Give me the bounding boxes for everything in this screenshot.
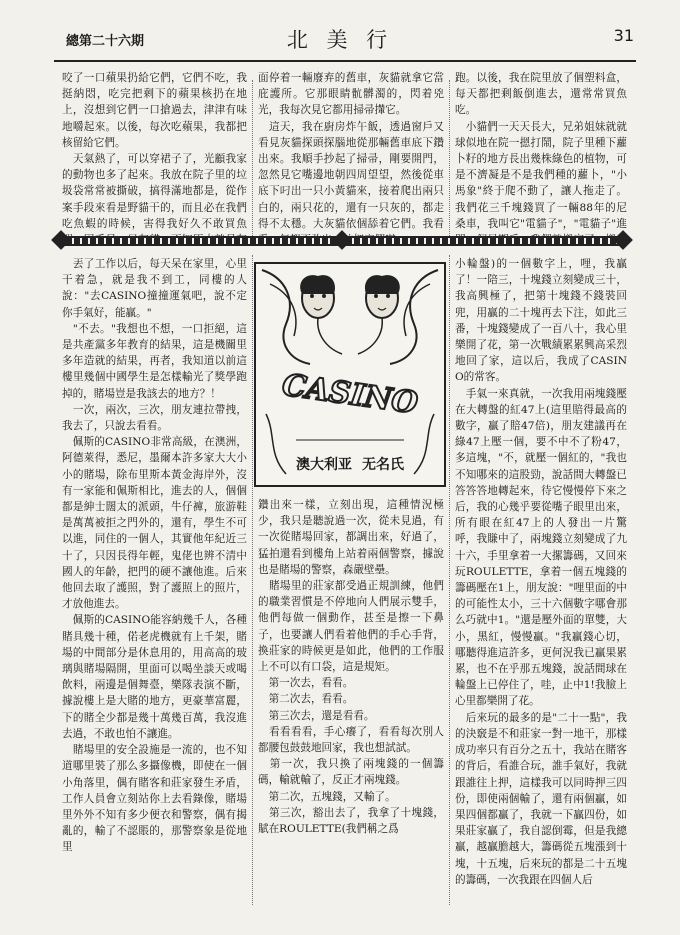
author-region: 澳大利亚 <box>296 457 352 473</box>
top-column-2: 面停着一輛廢弃的舊車，灰貓就拿它當庇護所。它那眼睛骯髒濁的，閃着兇光，我每次見它都用掃帚攆它。 這天，我在廚房炸午飯，透過窗戶又看見灰貓探頭探腦地從那輛舊車底下鑽出來。我順手抄起了掃帚，剛要開門，忽然見它嘴邊地朝四周望望，然後從車底下叼出一只小黃貓來，接着爬出兩只白的，兩只花的，還有一只灰的，都走得不太穩。大灰貓依個舔着它們。我看 <box>258 72 444 230</box>
magazine-title: 北 美 行 <box>286 28 394 52</box>
header-rule <box>54 60 636 62</box>
column-rule <box>449 80 450 236</box>
page-header <box>40 22 640 54</box>
bottom-column-1: 丟了工作以后，每天呆在家里，心里干着急，就是我不到工，同樓的人說："去CASINO撞撞運氣吧，說不定你手氣好，能贏。" "不去。"我想也不想，一口拒絕，這是共產黨多年教育的結果，這是機關里多年造就的結果，再者，我知道以前這樓里幾個中國學生是怎樣輸光了獎學跑掉的，賭場豈是我該去的地方？！ 一次，兩次，三次，朋友連拉帶拽，我去了，只說去看看。 佩斯的CASINO非常高級，在澳洲，阿德萊得，悉尼，墨爾本許多家大大小小的賭場，除布里斯本黃金海岸外，沒有一家能和佩斯相比，進去的人，個個都是紳士闊太的派頭，牛仔褲，旅游鞋是萬萬被拒之門外的，還有，學生不可以進，同住的一個人，其實他年紀近三十了，只因長得年輕，鬼佬也辨不清中國人的年齡，把門的硬不讓他進。后來他回去取了護照，對了護照上的照片，才放他進去。 佩斯的CASINO能容納幾千人，各種賭具幾十種，偌老虎機就有上千架，賭場的中間部分是休息用的，用高高的玻璃與賭場隔開，里面可以喝坐談天或喝飲料，兩邊是個舞臺，樂隊表演不斷，據說樓上是大賭的地方，更豪華富麗，下的賭全少都是幾十萬幾百萬，我沒進去過，不敢也怕不讓進。 賭場里的安全設施是一流的，也不知道哪里裝了那么多攝像機，即使在一個小角落里，偶有賭客和莊家發生矛盾，工作人員會立刻站你上去看錄像，賭場里外外不知有多少便衣和警察，偶有揭亂的，輸了不認賬的，那警察象是從地里 <box>62 258 247 854</box>
page-number: 31 <box>613 26 634 45</box>
author-name: 无名氏 <box>362 457 404 473</box>
column-rule <box>449 255 450 905</box>
casino-title-illustration <box>254 262 446 487</box>
issue-label: 總第二十六期 <box>66 34 145 49</box>
column-rule <box>252 255 253 905</box>
casino-title-text: CASINO <box>279 367 420 422</box>
ornamental-divider <box>58 236 626 246</box>
ornament-masks-icon <box>256 264 444 485</box>
top-column-1: 咬了一口蘋果扔給它們，它們不吃，我挺納悶，吃完把剩下的蘋果核扔在地上，沒想到它們一口搶過去，津津有味地嚼起來。以後，每次吃蘋果，我都把核留給它們。 天氣熱了，可以穿裙子了，光顧我家的動物也多了起來。我放在院子里的垃圾袋常常被撕破，搞得滿地都是，從作案手段來看是野貓干的，而且必在我們吃魚蝦的時候，害得我好久不敢買魚 <box>62 72 247 230</box>
column-rule <box>252 80 253 236</box>
top-column-3: 跑。以後，我在院里放了個塑料盒，每天都把剩飯倒進去，還常常買魚吃。 小貓們一天天長大，兄弟姐妹就就球似地在院一摁打鬧，院子里種下蘿卜籽的地方長出幾株綠色的植物，可是不濟凝是不是我們種的蘿卜，"小馬象"終于爬不動了，讓人拖走了。我們花三千塊錢買了一輛88年的尼桑車，我叫它"電貓子"，"電貓子"進 <box>455 72 627 230</box>
bottom-column-3: 小輪盤)的一個數字上，哩，我贏了！一陪三，十塊錢立刻變成三十，我高興極了，把第十塊錢不錢裝回兜，用贏的二十塊再去下注，如此三番，十塊錢變成了一百八十，我心里樂開了花，第一次戰績累累興高采烈地回了家，這以后，我成了CASINO的常客。 手氣一來真就，一次我用兩塊錢壓在大轉盤的紅47上(這里賠得最高的數字，贏了賠47倍)，朋友建議再在綠47上壓一個，要不中不了粉47，多這塊，"不，就壓一個紅的，"我也不知哪來的這股勁，說話間大轉盤已答答答地轉起來，待它慢慢停下來之后，我的心幾乎要從嘴子眼里出來，所有眼在紅47上的人發出一片驚呼，我賺中了，兩塊錢立刻變成了九十六，手里拿着一大摞籌碼，又回來玩ROULETTE，拿着一個五塊錢的籌碼壓在1上，朋友說："哩里面的中的可能性太小，三十六個數字哪會那么巧就中1。"還是壓外面的單雙，大小，黑紅，慢慢贏。"我贏錢心切，哪聽得進這許多，更何況我已贏果累累，也不在乎那五塊錢，說話間球在輪盤上已停住了，哇，止中1!我臉上心里都樂開了花。 后來玩的最多的是"二十一點"，我的決竅是不和莊家一對一地干，那樣成功率只有百分之五十，我站在賭客的背后，看誰合玩，誰手氣好，我就跟誰往上押，這樣我可以同時押三四份，即使兩個輸了，還有兩個贏，如果四個都贏了，我就一下贏四份，如果莊家贏了，我自認倒霉，但是我總贏，越贏膽越大，籌碼從五塊漲到十塊，十五塊，后來玩的都是二十五塊的籌碼，一次我跟在四個人后 <box>455 258 627 886</box>
bottom-column-2: 鑽出來一樣，立刻出現，這種情況極少，我只是聽說過一次，從未見過，有一次從賭場回家，都調出來，好過了，猛拍還看到樓角上站着兩個警察，據說也是賭場的警察，森嚴壁壘。 賭場里的莊家都受過正規訓練，他們的職業習慣是不停地向人們展示雙手，他們每做一個動作，甚至是擦一下鼻子，也要讓人們看着他們的手心手背，換莊家的時候更是如此，他們的工作服上不可以有口袋，這是規矩。 第一次去，看看。 第二次去，看看。 第三次去，還是看看。 看看看看，手心癢了，看看每次別人都腰包鼓鼓地回家，我也想試試。 第一次，我只換了兩塊錢的一個籌碼，輸就輸了，反正才兩塊錢。 第二次，五塊錢，又輸了。 第三次，豁出去了，我拿了十塊錢，賦在ROULETTE(我們稱之爲 <box>258 499 444 836</box>
article-byline <box>256 454 444 474</box>
